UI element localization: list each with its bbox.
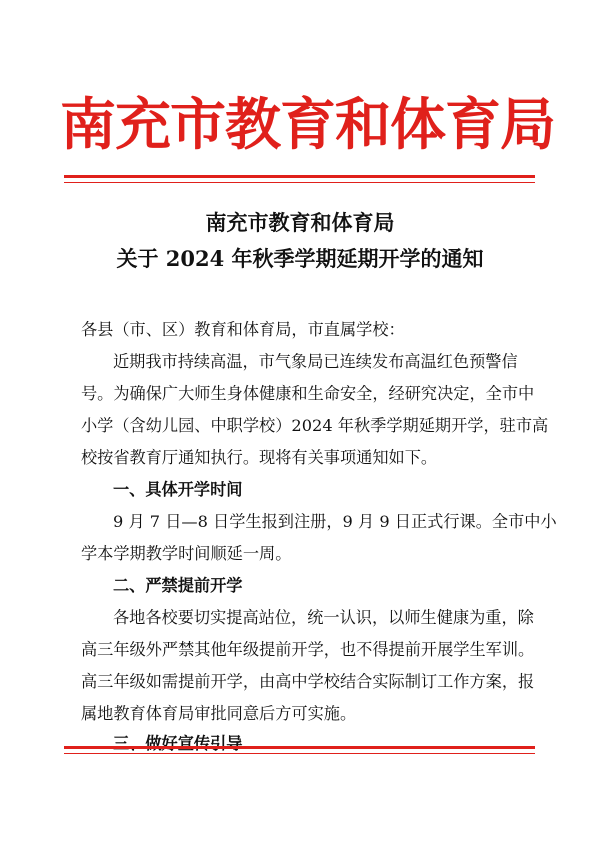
document-body (81, 0, 557, 849)
section2-line: 属地教育体育局审批同意后方可实施。 (81, 704, 357, 723)
bottom-rule-thick (64, 746, 535, 749)
section2-line: 各地各校要切实提高站位，统一认识，以师生健康为重，除 (113, 608, 534, 627)
salutation: 各县（市、区）教育和体育局，市直属学校： (81, 320, 405, 339)
section-heading-1: 一、具体开学时间 (113, 480, 243, 499)
section2-line: 高三年级外严禁其他年级提前开学，也不得提前开展学生军训。 (81, 640, 535, 659)
intro-line: 校按省教育厅通知执行。现将有关事项通知如下。 (81, 448, 438, 467)
section1-line: 学本学期教学时间顺延一周。 (81, 544, 292, 563)
section2-line: 高三年级如需提前开学，由高中学校结合实际制订工作方案，报 (81, 672, 535, 691)
intro-line: 近期我市持续高温，市气象局已连续发布高温红色预警信 (113, 352, 518, 371)
intro-line: 号。为确保广大师生身体健康和生命安全，经研究决定，全市中 (81, 384, 535, 403)
section1-line: 9 月 7 日—8 日学生报到注册，9 月 9 日正式行课。全市中小 (113, 512, 557, 531)
bottom-rule-thin (64, 753, 535, 754)
letterhead-title: 南充市教育和体育局 (60, 92, 555, 158)
document-title-line2: 关于 2024 年秋季学期延期开学的通知 (116, 246, 484, 271)
intro-line: 小学（含幼儿园、中职学校）2024 年秋季学期延期开学，驻市高 (81, 416, 549, 435)
section-heading-2: 二、严禁提前开学 (113, 576, 243, 595)
document-title-line1: 南充市教育和体育局 (205, 210, 395, 235)
section-heading-3: 三、做好宣传引导 (113, 734, 243, 753)
